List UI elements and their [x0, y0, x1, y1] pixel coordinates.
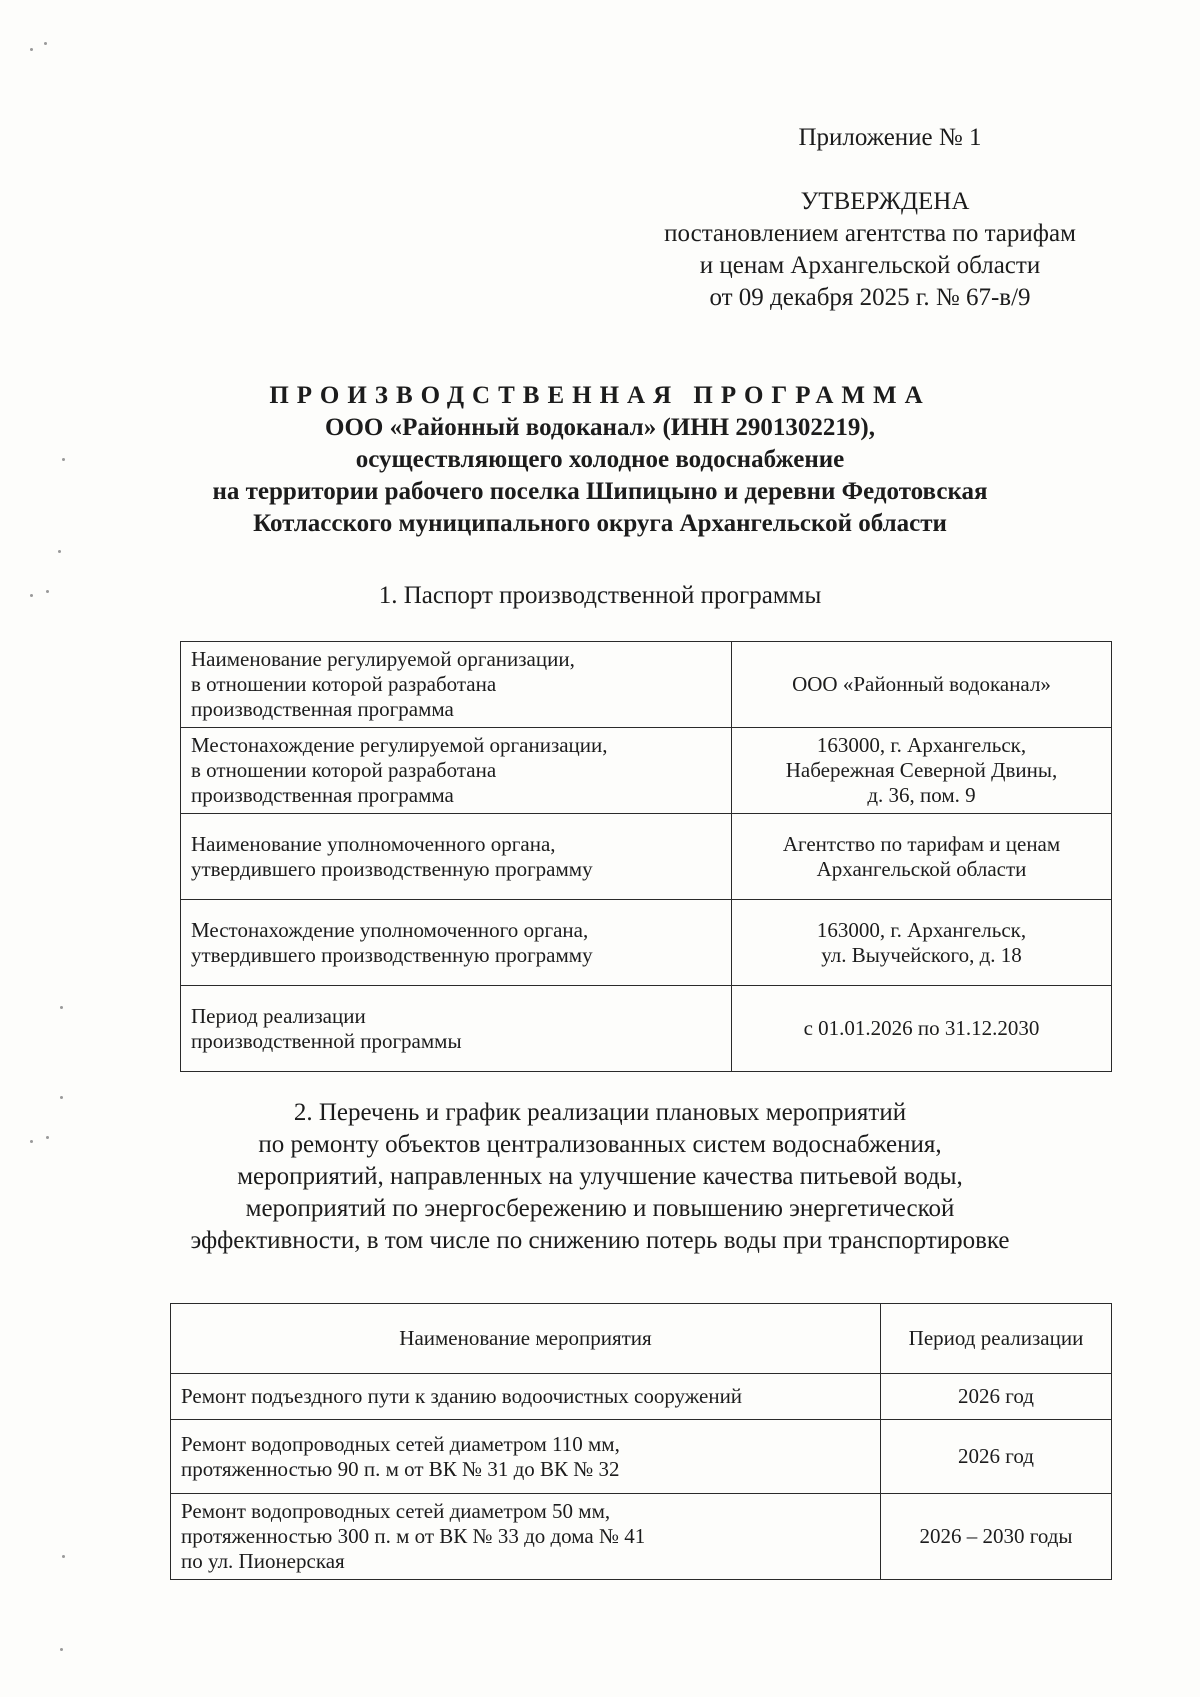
passport-value-cell: [732, 986, 1112, 1072]
section-2-heading-line: мероприятий, направленных на улучшение качества питьевой воды,: [237, 1163, 963, 1190]
title-main: ПРОИЗВОДСТВЕННАЯ ПРОГРАММА: [269, 382, 931, 409]
measure-period-cell: 2026 – 2030 годы: [881, 1494, 1112, 1580]
approval-block: [620, 186, 1120, 314]
section-2-heading-line: эффективности, в том числе по снижению потерь воды при транспортировке: [190, 1227, 1010, 1254]
cell-text: Местонахождение уполномоченного органа,: [191, 917, 589, 942]
column-header-period: Период реализации: [881, 1304, 1112, 1374]
scan-speck: [30, 1140, 33, 1143]
approval-line-1: постановлением агентства по тарифам: [664, 220, 1076, 247]
table-row: [181, 900, 1112, 986]
cell-text: ООО «Районный водоканал»: [792, 672, 1051, 696]
passport-value-cell: [732, 814, 1112, 900]
measure-period-cell: 2026 год: [881, 1374, 1112, 1420]
passport-label-cell: [181, 642, 732, 728]
measure-name-cell: [171, 1494, 881, 1580]
scan-speck: [60, 1096, 63, 1099]
cell-text: по ул. Пионерская: [181, 1549, 345, 1573]
scan-speck: [60, 1648, 63, 1651]
table-header-row: [171, 1304, 1112, 1374]
cell-text: Архангельской области: [816, 856, 1027, 881]
passport-label-cell: [181, 900, 732, 986]
title-line-2: осуществляющего холодное водоснабжение: [355, 446, 845, 473]
table-row: [181, 814, 1112, 900]
title-line-1: ООО «Районный водоканал» (ИНН 2901302219),: [325, 414, 875, 441]
scan-speck: [44, 42, 47, 45]
column-header-name: Наименование мероприятия: [171, 1304, 881, 1374]
scan-speck: [30, 48, 33, 51]
scan-speck: [62, 1555, 65, 1558]
title-line-3: на территории рабочего поселка Шипицыно и деревни Федотовская: [212, 478, 988, 505]
cell-text: протяженностью 300 п. м от ВК № 33 до дома № 41: [181, 1524, 646, 1548]
table-row: [181, 642, 1112, 728]
appendix-number: Приложение № 1: [798, 124, 982, 151]
table-row: [181, 728, 1112, 814]
passport-label-cell: [181, 728, 732, 814]
section-1-heading: [140, 580, 1060, 612]
table-row: [171, 1494, 1112, 1580]
measures-table: [170, 1303, 1112, 1580]
section-2-heading-line: 2. Перечень и график реализации плановых мероприятий: [293, 1099, 907, 1126]
cell-text: Ремонт водопроводных сетей диаметром 50 мм,: [181, 1499, 611, 1523]
cell-text: д. 36, пом. 9: [867, 783, 976, 807]
passport-value-cell: [732, 728, 1112, 814]
cell-text: протяженностью 90 п. м от ВК № 31 до ВК № 32: [181, 1456, 620, 1481]
section-1-heading-text: 1. Паспорт производственной программы: [378, 582, 822, 609]
scan-speck: [62, 458, 65, 461]
table-row: [171, 1374, 1112, 1420]
cell-text: Период реализации: [191, 1003, 366, 1028]
measure-name-cell: [171, 1374, 881, 1420]
cell-text: Ремонт водопроводных сетей диаметром 110 мм,: [181, 1431, 620, 1456]
passport-table: [180, 641, 1112, 1072]
passport-value-cell: [732, 900, 1112, 986]
table-row: [171, 1420, 1112, 1494]
section-2-heading: [120, 1097, 1080, 1257]
cell-text: производственной программы: [191, 1028, 462, 1053]
section-2-heading-line: по ремонту объектов централизованных систем водоснабжения,: [258, 1131, 942, 1158]
title-line-4: Котласского муниципального округа Архангельской области: [253, 510, 947, 537]
approval-line-3: от 09 декабря 2025 г. № 67-в/9: [709, 284, 1031, 311]
cell-text: 163000, г. Архангельск,: [816, 733, 1027, 757]
cell-text: Агентство по тарифам и ценам: [782, 831, 1061, 856]
scan-speck: [46, 590, 49, 593]
appendix-label: [620, 122, 1120, 154]
cell-text: в отношении которой разработана: [191, 758, 497, 782]
document-title: [140, 380, 1060, 540]
scan-speck: [46, 1136, 49, 1139]
cell-text: утвердившего производственную программу: [191, 942, 593, 967]
approval-line-2: и ценам Архангельской области: [699, 252, 1041, 279]
cell-text: Наименование регулируемой организации,: [191, 647, 575, 671]
cell-text: производственная программа: [191, 783, 454, 807]
cell-text: 163000, г. Архангельск,: [816, 917, 1027, 942]
cell-text: Местонахождение регулируемой организации,: [191, 733, 608, 757]
approved-label: УТВЕРЖДЕНА: [800, 188, 970, 215]
cell-text: Наименование уполномоченного органа,: [191, 831, 556, 856]
measure-name-cell: [171, 1420, 881, 1494]
cell-text: производственная программа: [191, 697, 454, 721]
scan-speck: [58, 550, 61, 553]
passport-value-cell: [732, 642, 1112, 728]
cell-text: Набережная Северной Двины,: [785, 758, 1058, 782]
cell-text: ул. Выучейского, д. 18: [821, 942, 1022, 967]
passport-label-cell: [181, 986, 732, 1072]
section-2-heading-line: мероприятий по энергосбережению и повышению энергетической: [245, 1195, 955, 1222]
cell-text: утвердившего производственную программу: [191, 856, 593, 881]
passport-label-cell: [181, 814, 732, 900]
cell-text: с 01.01.2026 по 31.12.2030: [803, 1016, 1040, 1040]
table-row: [181, 986, 1112, 1072]
scan-speck: [60, 1006, 63, 1009]
scan-speck: [30, 594, 33, 597]
cell-text: Ремонт подъездного пути к зданию водоочистных сооружений: [181, 1384, 743, 1408]
measure-period-cell: 2026 год: [881, 1420, 1112, 1494]
cell-text: в отношении которой разработана: [191, 672, 497, 696]
